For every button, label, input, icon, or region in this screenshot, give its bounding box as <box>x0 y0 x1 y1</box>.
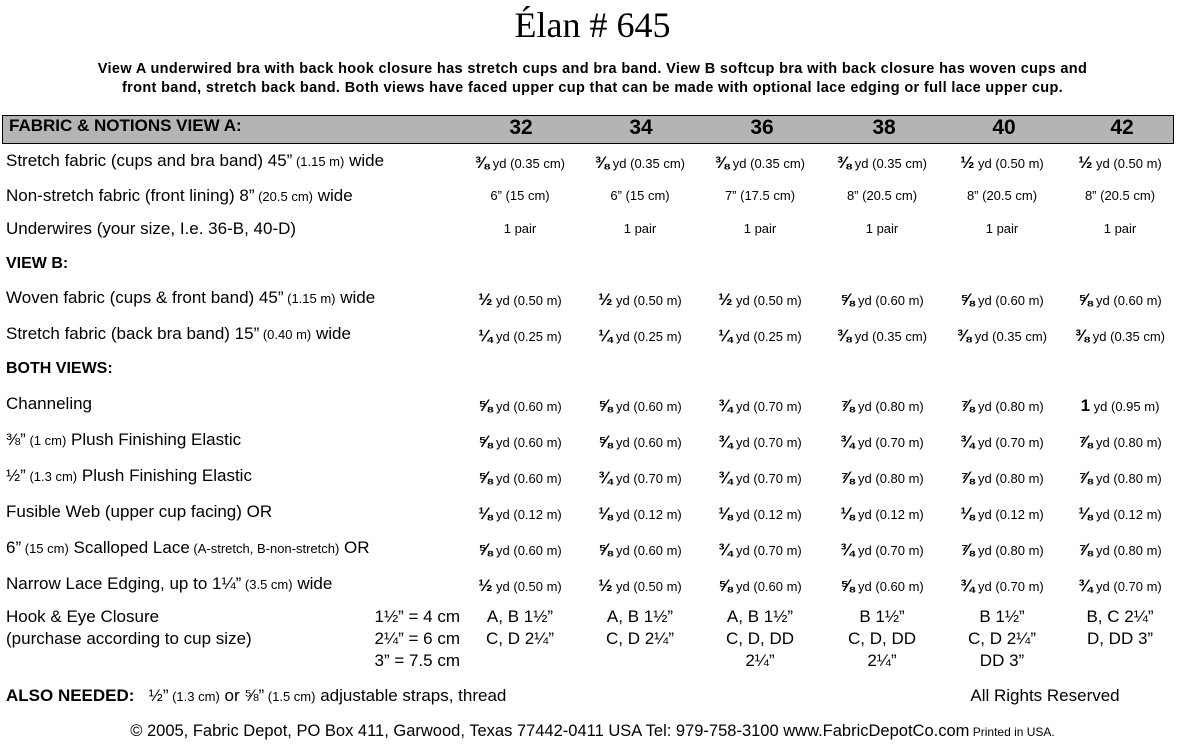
hook-cell-line: 2¼” <box>745 651 775 670</box>
description-line-1: View A underwired bra with back hook closure has stretch cups and bra band. View B softcup bra with back closure has woven cups and <box>97 61 1088 77</box>
row-label-tail: Plush Finishing Elastic <box>77 466 252 485</box>
strap-half: ½” <box>148 686 169 705</box>
cell-fraction: ¾ <box>718 432 733 451</box>
hook-cell-line: A, B 1½” <box>726 607 794 626</box>
cell-fraction: ¾ <box>718 540 733 559</box>
cell-fraction: ¾ <box>1078 576 1093 595</box>
cell-fraction: ¼ <box>478 326 493 345</box>
row-label-metric: (20.5 cm) <box>254 189 313 204</box>
table-cell <box>819 468 945 488</box>
row-label <box>6 574 332 594</box>
cell-amount: yd (0.60 m) <box>612 399 682 414</box>
table-row <box>0 498 1185 528</box>
hook-cell-line: 2¼” <box>867 651 897 670</box>
footer-main: © 2005, Fabric Depot, PO Box 411, Garwood, Texas 77442-0411 USA Tel: 979-758-3100 www.FabricDepotCo.com <box>130 722 970 740</box>
table-cell <box>819 221 945 236</box>
table-cell <box>819 153 945 173</box>
table-cell <box>697 188 823 203</box>
cell-amount: yd (0.12 m) <box>612 507 682 522</box>
cell-amount: 1 pair <box>623 221 657 236</box>
row-label-main: ⅜” <box>6 430 26 449</box>
table-cell <box>577 290 703 310</box>
table-cell <box>697 396 823 416</box>
table-cell <box>1057 396 1183 416</box>
row-label-main: Stretch fabric (back bra band) 15” <box>6 324 260 343</box>
table-cell <box>1057 468 1183 488</box>
strap-fiveeighth: ⅝” <box>244 686 265 705</box>
cell-amount: yd (0.60 m) <box>612 435 682 450</box>
section-row <box>0 356 1185 386</box>
cell-amount: yd (0.70 m) <box>854 543 924 558</box>
hook-cell-line: A, B 1½” <box>486 607 554 626</box>
cell-fraction: ⅛ <box>1078 504 1093 523</box>
cell-fraction: ⅝ <box>598 540 613 559</box>
cell-amount: 1 pair <box>743 221 777 236</box>
cell-fraction: ⅝ <box>598 432 613 451</box>
row-label <box>6 502 272 522</box>
hook-cell-line: C, D 2¼” <box>967 629 1037 648</box>
table-cell <box>457 396 583 416</box>
cell-amount: yd (0.35 cm) <box>1089 329 1166 344</box>
cell-amount: yd (0.80 m) <box>974 471 1044 486</box>
table-cell <box>577 576 703 596</box>
table-cell <box>697 468 823 488</box>
table-row <box>0 570 1185 600</box>
hook-cell-line: DD 3” <box>979 651 1025 670</box>
hook-cell-line: B 1½” <box>859 607 905 626</box>
row-label-tail: wide <box>335 288 376 307</box>
cell-amount: yd (0.12 m) <box>974 507 1044 522</box>
table-row <box>0 534 1185 564</box>
cell-amount: 1 pair <box>503 221 537 236</box>
header-label: FABRIC & NOTIONS VIEW A: <box>9 116 242 135</box>
cell-amount: yd (0.80 m) <box>854 399 924 414</box>
cell-fraction: ½ <box>478 576 493 595</box>
cell-fraction: ½ <box>1078 153 1093 172</box>
cell-fraction: ⅝ <box>598 396 613 415</box>
row-label-tail: wide <box>313 186 353 205</box>
row-label-main: ½” <box>6 466 26 485</box>
table-cell <box>939 432 1065 452</box>
section-heading: VIEW B: <box>6 255 69 272</box>
table-cell <box>457 326 583 346</box>
cell-fraction: ⅛ <box>718 504 733 523</box>
row-label-main: Woven fabric (cups & front band) 45” <box>6 288 284 307</box>
table-cell <box>1057 576 1183 596</box>
cell-fraction: ½ <box>478 290 493 309</box>
cell-fraction: ½ <box>960 153 975 172</box>
hook-label-line: (purchase according to cup size) <box>6 629 252 648</box>
page-title: Élan # 645 <box>514 5 671 45</box>
hook-cell-line: C, D, DD <box>726 629 794 648</box>
cell-fraction: 1 <box>1080 396 1091 415</box>
table-row <box>0 182 1185 212</box>
row-label-metric: (15 cm) <box>21 541 69 556</box>
row-label <box>6 186 353 206</box>
table-cell <box>697 576 823 596</box>
cell-fraction: ⅞ <box>960 396 975 415</box>
row-label-tail: wide <box>311 324 351 343</box>
cell-fraction: ⅝ <box>478 432 493 451</box>
cell-amount: yd (0.12 m) <box>492 507 562 522</box>
cell-amount: yd (0.60 m) <box>492 435 562 450</box>
table-row <box>0 320 1185 350</box>
table-cell <box>939 504 1065 524</box>
cell-fraction: ⅜ <box>836 153 852 172</box>
cell-amount: yd (0.35 cm) <box>609 156 686 171</box>
row-label <box>6 430 241 450</box>
description-line-2: front band, stretch back band. Both views have faced upper cup that can be made with optional lace edging or full lace upper cup. <box>121 80 1064 96</box>
description <box>10 60 1175 98</box>
hook-cell-line: B 1½” <box>979 607 1025 626</box>
cell-fraction: ⅞ <box>960 540 975 559</box>
table-cell <box>1057 221 1183 236</box>
size-header: 36 <box>750 116 774 139</box>
table-cell <box>1057 290 1183 310</box>
table-cell <box>819 188 945 203</box>
cell-fraction: ⅝ <box>840 290 855 309</box>
cell-amount: yd (0.50 m) <box>1092 156 1162 171</box>
hook-size-line: 2¼” = 6 cm <box>374 629 460 648</box>
table-cell <box>457 188 583 203</box>
cell-amount: 6” (15 cm) <box>610 188 670 203</box>
cell-fraction: ⅞ <box>1078 540 1093 559</box>
cell-amount: yd (0.60 m) <box>612 543 682 558</box>
cell-fraction: ¼ <box>718 326 733 345</box>
cell-fraction: ⅝ <box>718 576 733 595</box>
row-label-metric: (1.15 m) <box>292 154 345 169</box>
cell-amount: yd (0.50 m) <box>492 579 562 594</box>
cell-fraction: ⅜ <box>956 326 972 345</box>
table-cell <box>697 432 823 452</box>
cell-amount: yd (0.70 m) <box>854 435 924 450</box>
cell-fraction: ⅞ <box>840 396 855 415</box>
cell-fraction: ⅜ <box>474 153 490 172</box>
row-label-main: Narrow Lace Edging, up to 1¼” <box>6 574 242 593</box>
cell-fraction: ½ <box>598 290 613 309</box>
cell-amount: yd (0.60 m) <box>732 579 802 594</box>
table-cell <box>457 540 583 560</box>
cell-amount: yd (0.80 m) <box>974 543 1044 558</box>
row-label-metric: (1.15 m) <box>283 291 336 306</box>
table-cell <box>819 576 945 596</box>
cell-amount: yd (0.25 m) <box>732 329 802 344</box>
table-cell <box>457 504 583 524</box>
row-label-main: 6” <box>6 538 22 557</box>
cell-fraction: ¾ <box>840 432 855 451</box>
cell-fraction: ⅝ <box>960 290 975 309</box>
cell-fraction: ⅝ <box>478 396 493 415</box>
table-cell <box>577 504 703 524</box>
table-cell <box>577 396 703 416</box>
hook-cell <box>457 606 583 650</box>
also-needed-lead: ALSO NEEDED: <box>6 686 135 705</box>
cell-amount: yd (0.12 m) <box>854 507 924 522</box>
cell-amount: yd (0.50 m) <box>492 293 562 308</box>
cell-amount: yd (0.70 m) <box>732 471 802 486</box>
cell-amount: yd (0.35 cm) <box>971 329 1048 344</box>
hook-cell-line: D, DD 3” <box>1086 629 1154 648</box>
row-label-metric: (0.40 m) <box>259 327 312 342</box>
cell-fraction: ⅛ <box>598 504 613 523</box>
table-cell <box>457 468 583 488</box>
cell-amount: 1 pair <box>1103 221 1137 236</box>
cell-amount: 8” (20.5 cm) <box>846 188 918 203</box>
table-cell <box>697 326 823 346</box>
hook-size-line: 3” = 7.5 cm <box>374 651 460 670</box>
cell-fraction: ⅛ <box>478 504 493 523</box>
cell-amount: yd (0.60 m) <box>492 471 562 486</box>
table-cell <box>819 540 945 560</box>
table-cell <box>577 188 703 203</box>
cell-amount: yd (0.60 m) <box>854 579 924 594</box>
table-cell <box>939 188 1065 203</box>
cell-amount: yd (0.12 m) <box>1092 507 1162 522</box>
table-cell <box>577 153 703 173</box>
hook-cell-line: C, D, DD <box>848 629 916 648</box>
table-row <box>0 390 1185 420</box>
table-cell <box>939 221 1065 236</box>
cell-fraction: ⅝ <box>1078 290 1093 309</box>
table-row <box>0 426 1185 456</box>
cell-fraction: ¾ <box>718 468 733 487</box>
cell-amount: yd (0.70 m) <box>732 435 802 450</box>
cell-amount: 1 pair <box>985 221 1019 236</box>
cell-amount: yd (0.50 m) <box>974 156 1044 171</box>
cell-fraction: ¾ <box>840 540 855 559</box>
table-cell <box>939 576 1065 596</box>
row-label-tail: wide <box>292 574 333 593</box>
table-cell <box>577 540 703 560</box>
table-cell <box>577 468 703 488</box>
table-cell <box>1057 540 1183 560</box>
cell-amount: yd (0.70 m) <box>732 399 802 414</box>
cell-amount: yd (0.70 m) <box>974 579 1044 594</box>
cell-amount: 6” (15 cm) <box>490 188 550 203</box>
cell-fraction: ¾ <box>718 396 733 415</box>
cell-fraction: ⅜ <box>714 153 730 172</box>
cell-amount: yd (0.95 m) <box>1090 399 1160 414</box>
cell-amount: yd (0.50 m) <box>612 293 682 308</box>
size-header: 40 <box>992 116 1016 139</box>
cell-amount: yd (0.25 m) <box>492 329 562 344</box>
cell-amount: yd (0.35 cm) <box>729 156 806 171</box>
cell-fraction: ⅝ <box>478 540 493 559</box>
cell-amount: 8” (20.5 cm) <box>1084 188 1156 203</box>
row-label-tail: Scalloped Lace <box>68 538 190 557</box>
cell-fraction: ½ <box>718 290 733 309</box>
row-label-tail: wide <box>344 151 385 170</box>
table-cell <box>457 221 583 236</box>
table-cell <box>457 432 583 452</box>
section-heading: BOTH VIEWS: <box>6 360 113 377</box>
cell-amount: yd (0.80 m) <box>974 399 1044 414</box>
table-row <box>0 284 1185 314</box>
table-cell <box>819 326 945 346</box>
cell-fraction: ⅞ <box>1078 432 1093 451</box>
size-header: 32 <box>509 116 533 139</box>
cell-fraction: ⅞ <box>960 468 975 487</box>
hook-cell <box>939 606 1065 672</box>
cell-amount: yd (0.70 m) <box>974 435 1044 450</box>
cell-fraction: ¼ <box>598 326 613 345</box>
row-label <box>6 394 92 414</box>
row-label-metric: (3.5 cm) <box>241 577 293 592</box>
table-cell <box>1057 432 1183 452</box>
cell-fraction: ¾ <box>960 576 975 595</box>
row-label-metric: (1 cm) <box>25 433 67 448</box>
cell-fraction: ¾ <box>598 468 613 487</box>
cell-amount: yd (0.60 m) <box>1092 293 1162 308</box>
table-cell <box>457 576 583 596</box>
hook-label-line: Hook & Eye Closure <box>6 607 160 626</box>
table-cell <box>577 221 703 236</box>
row-label-tail: Plush Finishing Elastic <box>66 430 242 449</box>
table-cell <box>819 396 945 416</box>
table-cell <box>939 290 1065 310</box>
table-cell <box>1057 188 1183 203</box>
table-cell <box>697 153 823 173</box>
hook-cell <box>577 606 703 650</box>
hook-closure-sizes <box>330 606 460 672</box>
cell-amount: yd (0.80 m) <box>854 471 924 486</box>
size-header: 34 <box>629 116 653 139</box>
row-label-main: Non-stretch fabric (front lining) 8” <box>6 186 255 205</box>
row-label <box>6 219 296 239</box>
row-label-tail: OR <box>339 538 370 557</box>
strap-or: or <box>219 686 245 705</box>
row-label-main: Underwires (your size, I.e. 36-B, 40-D) <box>6 219 297 238</box>
cell-amount: yd (0.25 m) <box>612 329 682 344</box>
cell-fraction: ⅜ <box>1074 326 1090 345</box>
row-label-metric: (1.3 cm) <box>25 469 78 484</box>
row-label-note: (A-stretch, B-non-stretch) <box>189 541 340 556</box>
cell-amount: yd (0.80 m) <box>1092 471 1162 486</box>
cell-fraction: ⅞ <box>840 468 855 487</box>
footer <box>0 722 1185 741</box>
table-cell <box>939 540 1065 560</box>
strap-half-cm: (1.3 cm) <box>168 689 220 704</box>
row-label-main: Channeling <box>6 394 93 413</box>
row-label <box>6 466 252 486</box>
row-label-main: Fusible Web (upper cup facing) OR <box>6 502 273 521</box>
table-cell <box>939 396 1065 416</box>
cell-fraction: ⅝ <box>478 468 493 487</box>
table-cell <box>819 504 945 524</box>
table-header-bar <box>2 115 1174 144</box>
row-label <box>6 324 351 344</box>
hook-cell-line: C, D 2¼” <box>485 629 555 648</box>
cell-amount: yd (0.60 m) <box>974 293 1044 308</box>
cell-amount: 7” (17.5 cm) <box>724 188 796 203</box>
cell-fraction: ⅝ <box>840 576 855 595</box>
row-label <box>6 151 384 171</box>
cell-amount: yd (0.35 cm) <box>489 156 566 171</box>
table-cell <box>457 290 583 310</box>
table-cell <box>457 153 583 173</box>
cell-fraction: ½ <box>598 576 613 595</box>
hook-cell-line: C, D 2¼” <box>605 629 675 648</box>
row-label-main: Stretch fabric (cups and bra band) 45” <box>6 151 293 170</box>
hook-closure-label <box>6 606 252 650</box>
cell-amount: yd (0.50 m) <box>732 293 802 308</box>
hook-cell-line: A, B 1½” <box>606 607 674 626</box>
strap-fiveeighth-cm: (1.5 cm) <box>264 689 316 704</box>
table-cell <box>577 432 703 452</box>
strap-tail: adjustable straps, thread <box>315 686 507 705</box>
hook-size-line: 1½” = 4 cm <box>374 607 460 626</box>
row-label <box>6 538 370 558</box>
cell-amount: yd (0.70 m) <box>612 471 682 486</box>
cell-amount: 8” (20.5 cm) <box>966 188 1038 203</box>
hook-cell <box>697 606 823 672</box>
cell-fraction: ⅜ <box>594 153 610 172</box>
table-cell <box>577 326 703 346</box>
cell-amount: yd (0.60 m) <box>492 399 562 414</box>
table-cell <box>819 432 945 452</box>
cell-amount: yd (0.35 cm) <box>851 156 928 171</box>
section-row <box>0 251 1185 281</box>
hook-cell <box>819 606 945 672</box>
table-cell <box>697 504 823 524</box>
cell-amount: yd (0.80 m) <box>1092 435 1162 450</box>
cell-amount: yd (0.60 m) <box>854 293 924 308</box>
also-needed <box>6 686 506 706</box>
table-cell <box>1057 153 1183 173</box>
cell-amount: yd (0.80 m) <box>1092 543 1162 558</box>
cell-fraction: ⅛ <box>960 504 975 523</box>
cell-fraction: ⅞ <box>1078 468 1093 487</box>
cell-amount: yd (0.50 m) <box>612 579 682 594</box>
table-cell <box>697 540 823 560</box>
cell-amount: yd (0.12 m) <box>732 507 802 522</box>
hook-cell <box>1057 606 1183 650</box>
size-header: 42 <box>1110 116 1134 139</box>
table-row <box>0 147 1185 177</box>
table-row <box>0 215 1185 245</box>
rights-notice: All Rights Reserved <box>970 686 1120 705</box>
table-row <box>0 462 1185 492</box>
table-cell <box>939 326 1065 346</box>
table-cell <box>697 290 823 310</box>
footer-printed: Printed in USA. <box>969 725 1055 739</box>
size-header: 38 <box>872 116 896 139</box>
cell-amount: yd (0.60 m) <box>492 543 562 558</box>
cell-amount: yd (0.70 m) <box>1092 579 1162 594</box>
row-label <box>6 288 375 308</box>
table-cell <box>1057 504 1183 524</box>
table-cell <box>697 221 823 236</box>
cell-amount: yd (0.70 m) <box>732 543 802 558</box>
table-cell <box>939 153 1065 173</box>
cell-amount: 1 pair <box>865 221 899 236</box>
cell-amount: yd (0.35 cm) <box>851 329 928 344</box>
cell-fraction: ⅜ <box>836 326 852 345</box>
table-cell <box>819 290 945 310</box>
hook-cell-line: B, C 2¼” <box>1086 607 1154 626</box>
table-cell <box>1057 326 1183 346</box>
cell-fraction: ⅛ <box>840 504 855 523</box>
cell-fraction: ¾ <box>960 432 975 451</box>
table-cell <box>939 468 1065 488</box>
